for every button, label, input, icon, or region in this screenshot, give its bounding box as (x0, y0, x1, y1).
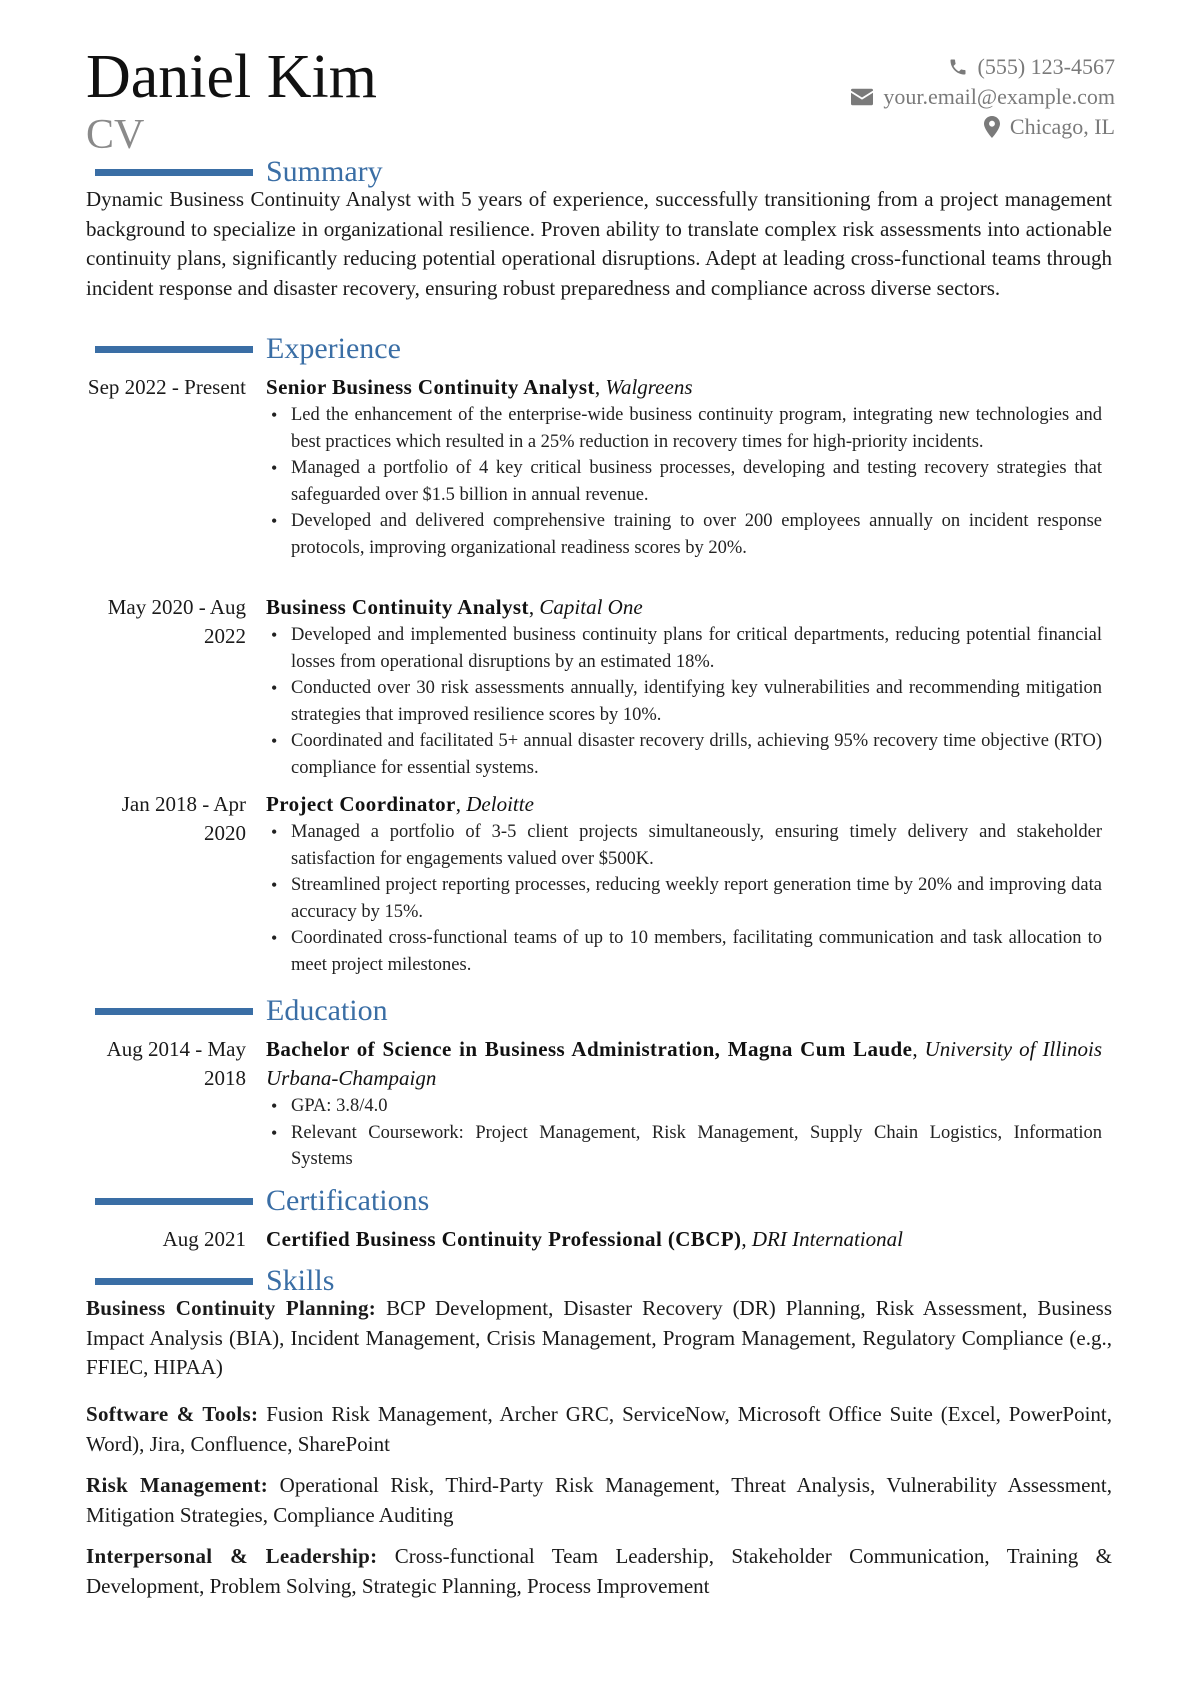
bullet-item: • Developed and implemented business continuity plans for critical departments, reducing potential financial losses from operational disruptions by an estimated 18%. (266, 622, 1102, 675)
bullet-item: • Conducted over 30 risk assessments annually, identifying key vulnerabilities and recommending mitigation strategies that improved resilience scores by 10%. (266, 675, 1102, 728)
skill-group-items: BCP Development, Disaster Recovery (DR) Planning, Risk Assessment, Business Impact Analysis (BIA), Incident Management, Crisis Management, Program Management, Regulatory Compliance (e.g., FFIEC, HIPAA) (86, 1296, 1113, 1379)
section-title-skills: Skills (266, 1264, 335, 1297)
entry-title: Bachelor of Science in Business Administration, Magna Cum Laude, University of Illinois Urbana-Champaign (266, 1037, 1102, 1090)
employer: Walgreens (605, 375, 693, 399)
entry-title: Senior Business Continuity Analyst, Walgreens (266, 375, 693, 399)
bullet-item: • Coordinated and facilitated 5+ annual disaster recovery drills, achieving 95% recovery time objective (RTO) compliance for essential systems. (266, 728, 1102, 781)
skill-group (86, 1542, 1112, 1601)
document-type: CV (86, 112, 145, 158)
entry-date: Jan 2018 - Apr 2020 (121, 792, 246, 845)
entry-title: Business Continuity Analyst, Capital One (266, 595, 643, 619)
skill-group-label: Business Continuity Planning: (86, 1296, 377, 1320)
bullet-item: • Managed a portfolio of 3-5 client projects simultaneously, ensuring timely delivery and stakeholder satisfaction for engagements valued over $500K. (266, 819, 1102, 872)
location-text: Chicago, IL (1009, 114, 1115, 139)
certification-title: Certified Business Continuity Professional (CBCP) (266, 1227, 742, 1251)
entry-body (266, 373, 1102, 561)
bullet-list (266, 1093, 1102, 1173)
contact-phone (851, 52, 1115, 82)
contact-location (851, 112, 1115, 142)
employer: Deloitte (466, 792, 534, 816)
phone-number[interactable]: (555) 123-4567 (977, 54, 1115, 79)
contact-email (851, 82, 1115, 112)
skill-group (86, 1294, 1112, 1383)
section-title-summary: Summary (266, 155, 383, 188)
bullet-item: • Streamlined project reporting processes, reducing weekly report generation time by 20% and improving data accuracy by 15%. (266, 872, 1102, 925)
job-title: Senior Business Continuity Analyst (266, 375, 595, 399)
bullet-list (266, 622, 1102, 781)
section-divider-bar (95, 169, 253, 176)
bullet-item: • Coordinated cross-functional teams of up to 10 members, facilitating communication and task allocation to meet project milestones. (266, 925, 1102, 978)
section-certifications-header (0, 1183, 1190, 1223)
skill-group-items: Operational Risk, Third-Party Risk Management, Threat Analysis, Vulnerability Assessment, Mitigation Strategies, Compliance Auditing (86, 1473, 1112, 1527)
job-title: Business Continuity Analyst (266, 595, 529, 619)
skill-group-label: Interpersonal & Leadership: (86, 1544, 378, 1568)
employer: Capital One (539, 595, 643, 619)
skill-group (86, 1400, 1112, 1459)
bullet-list (266, 402, 1102, 561)
envelope-icon (851, 88, 873, 106)
entry-title: Project Coordinator, Deloitte (266, 792, 534, 816)
skill-group-items: Cross-functional Team Leadership, Stakeholder Communication, Training & Development, Problem Solving, Strategic Planning, Process Improvement (86, 1544, 1112, 1598)
section-divider-bar (95, 1008, 253, 1015)
entry-body (266, 1035, 1102, 1173)
entry-date: Aug 2021 (162, 1227, 246, 1251)
degree-title: Bachelor of Science in Business Administration, Magna Cum Laude (266, 1037, 913, 1061)
entry-body (266, 1225, 1102, 1254)
certifying-body: DRI International (751, 1227, 903, 1251)
phone-icon (948, 57, 968, 77)
section-title-certifications: Certifications (266, 1184, 430, 1217)
section-experience-header (0, 331, 1190, 371)
skill-group-items: Fusion Risk Management, Archer GRC, ServiceNow, Microsoft Office Suite (Excel, PowerPoint, Word), Jira, Confluence, SharePoint (86, 1402, 1113, 1456)
entry-body (266, 593, 1102, 781)
entry-date: Aug 2014 - May 2018 (106, 1037, 246, 1090)
email-address[interactable]: your.email@example.com (883, 84, 1115, 109)
entry-title: Certified Business Continuity Professional (CBCP), DRI International (266, 1227, 903, 1251)
bullet-item: • Managed a portfolio of 4 key critical business processes, developing and testing recovery strategies that safeguarded over $1.5 billion in annual revenue. (266, 455, 1102, 508)
institution: University of Illinois Urbana-Champaign (266, 1037, 1102, 1090)
job-title: Project Coordinator (266, 792, 456, 816)
skill-group (86, 1471, 1112, 1530)
section-divider-bar (95, 346, 253, 353)
entry-date: May 2020 - Aug 2022 (107, 595, 246, 648)
summary-paragraph: Dynamic Business Continuity Analyst with 5 years of experience, successfully transitioning from a project management background to specialize in organizational resilience. Proven ability to translate complex risk assessments into actionable continuity plans, significantly reducing potential operational disruptions. Adept at leading cross-functional teams through incident response and disaster recovery, ensuring robust preparedness and compliance across diverse sectors. (86, 187, 1112, 300)
bullet-list (266, 819, 1102, 978)
bullet-item: • GPA: 3.8/4.0 (266, 1093, 1102, 1120)
section-divider-bar (95, 1278, 253, 1285)
bullet-item: • Developed and delivered comprehensive training to over 200 employees annually on incident response protocols, improving organizational readiness scores by 20%. (266, 508, 1102, 561)
section-title-experience: Experience (266, 332, 401, 365)
person-name: Daniel Kim (86, 43, 377, 111)
entry-date: Sep 2022 - Present (87, 375, 246, 399)
contact-block (851, 52, 1115, 142)
section-education-header (0, 993, 1190, 1033)
bullet-item: • Relevant Coursework: Project Management, Risk Management, Supply Chain Logistics, Information Systems (266, 1120, 1102, 1173)
bullet-item: • Led the enhancement of the enterprise-wide business continuity program, integrating new technologies and best practices which resulted in a 25% reduction in recovery times for high-priority incidents. (266, 402, 1102, 455)
entry-body (266, 790, 1102, 978)
skill-group-label: Software & Tools: (86, 1402, 259, 1426)
skill-group-label: Risk Management: (86, 1473, 269, 1497)
map-pin-icon (984, 116, 1000, 138)
section-divider-bar (95, 1198, 253, 1205)
section-title-education: Education (266, 994, 388, 1027)
